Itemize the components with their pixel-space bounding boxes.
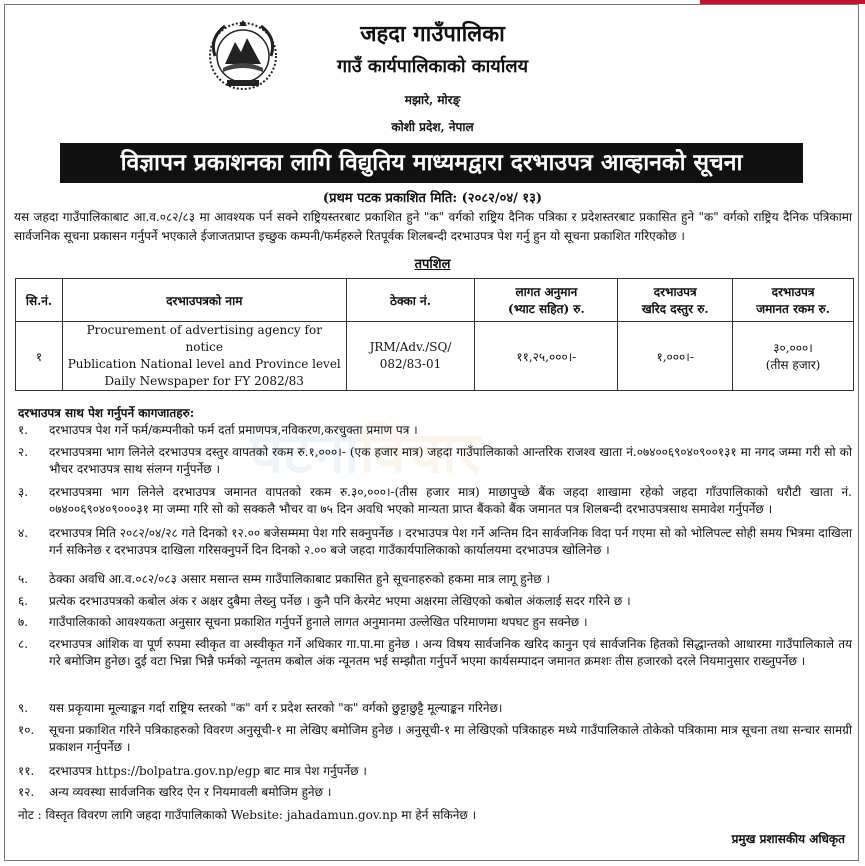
list-item-text: दरभाउपत्र पेश गर्ने फर्म/कम्पनीको फर्म दर्ता प्रमाणपत्र,नविकरण,करचुक्ता प्रमाण पत्र । (49, 423, 418, 437)
table-row (16, 322, 854, 391)
list-item-number: १२. (18, 785, 35, 799)
col-header-security-line1: दरभाउपत्र (771, 285, 815, 299)
cell-name-line3: Daily Newspaper for FY 2082/83 (104, 374, 304, 388)
notice-title-banner: विज्ञापन प्रकाशनका लागि विद्युतिय माध्यमद्वारा दरभाउपत्र आव्हानको सूचना (60, 143, 803, 183)
watermark-part1: घटना (250, 421, 360, 486)
documents-heading: दरभाउपत्र साथ पेश गर्नुपर्ने कागजातहरु: (18, 406, 195, 420)
cell-name-line1: Procurement of advertising agency for notice (86, 323, 322, 354)
col-header-contract-no: ठेक्का नं. (346, 279, 475, 322)
col-header-fee-line1: दरभाउपत्र (653, 285, 697, 299)
list-item-text: दरभाउपत्र आंशिक वा पूर्ण रुपमा स्वीकृत वा अस्वीकृत गर्ने अधिकार गा.पा.मा हुनेछ । अन्य विषय सार्वजनिक खरिद कानुन एवं सार्वजनिक हितको सिद्धान्तको आधारमा गाउँपालिकाले तय गरे बमोजिम हुनेछ। दुई वटा भिन्ना भिन्नै फर्मको न्यूनतम कबोल अंक न्यूनतम भई सम्झौता गर्नुपर्ने भएमा कार्यसम्पादन जमानत क्रमशः तीस हजारको दरले नियमानुसार राख्नुपर्नेछ । (49, 637, 852, 668)
col-header-cost-line1: लागत अनुमान (515, 285, 578, 299)
list-item (18, 722, 852, 756)
list-item-text: दरभाउपत्रमा भाग लिनेले दरभाउपत्र दस्तुर वापतको रकम रु.१,०००।- (एक हजार मात्र) जहदा गाउँपालिकाको आन्तरिक राजश्व खाता नं.०७४००६९०४०९००१३१ मा नगद जम्मा गरी सो को भौचर दरभाउपत्र साथ संलग्न गर्नुपर्नेछ । (49, 445, 852, 476)
list-item-text: ठेक्का अवधि आ.व.०८२/०८३ असार मसान्त सम्म गाउँपालिकाबाट प्रकासित हुने सूचनाहरुको हकमा मात्र लागू हुनेछ । (49, 572, 551, 586)
list-item-number: ९. (18, 701, 29, 715)
cell-purchase-fee: १,०००।- (618, 322, 733, 391)
list-item-number: ७. (18, 615, 29, 629)
list-item (18, 484, 852, 518)
list-item-text: गाउँपालिकाको आवश्यकता अनुसार सूचना प्रकाशित गर्नुपर्ने हुनाले लागत अनुमानमा उल्लेखित परिमाणमा थपघट हुन सक्नेछ । (49, 615, 588, 629)
list-item (18, 614, 852, 631)
list-item-text: दरभाउपत्रमा भाग लिनेले दरभाउपत्र जमानत वापतको रकम रु.३०,०००।-(तीस हजार मात्र) माछापुच्छे बैंक जहदा शाखामा रहेको जहदा गाँउपालिकाको धरौटी खाता नं. ०७४००६९०४०९०००३१ मा जम्मा गरि सो को सक्कलै भौचर वा ७५ दिन अवधि भएको मान्यता प्राप्त बैंकको बैंक जमानत पत्र शिलबन्दी दरभाउपत्रसाथ समावेश गर्नुपर्नेछ । (49, 485, 852, 516)
province: कोशी प्रदेश, नेपाल (391, 120, 474, 134)
list-item-text: दरभाउपत्र https://bolpatra.gov.np/egp बाट मात्र पेश गर्नुपर्नेछ । (49, 764, 367, 778)
office-name: गाउँ कार्यपालिकाको कार्यालय (336, 56, 529, 77)
list-item-number: २. (18, 445, 29, 459)
cell-contract-line2: 082/83-01 (379, 357, 442, 371)
signature: प्रमुख प्रशासकीय अधिकृत (731, 832, 845, 846)
list-item-number: ६. (18, 594, 29, 608)
col-header-cost-line2: (भ्याट सहित) रु. (508, 302, 585, 316)
website-note: नोट : विस्तृत विवरण लागि जहदा गाउँपालिकाको Website: jahadamun.gov.np मा हेर्न सकिनेछ । (18, 808, 477, 822)
list-item-number: ८. (18, 637, 29, 651)
list-item-number: ५. (18, 572, 29, 586)
list-item-text: दरभाउपत्र मिति २०८२/०४/२८ गते दिनको १२.०० बजेसम्ममा पेश गरि सक्नुपर्नेछ । दरभाउपत्र पेश गर्ने अन्तिम दिन सार्वजनिक विदा पर्न गएमा सो को भोलिपल्ट सोही समय भित्रमा दाखिला गर्न सकिनेछ र दरभाउपत्र दाखिला गरिसक्नुपर्ने दिन दिनको २.०० बजे जहदा गाउँकार्यपालिकाको कार्यालयमा दरभाउपत्र खोलिनेछ । (49, 526, 852, 557)
list-item (18, 593, 852, 610)
list-item-number: १. (18, 423, 29, 437)
list-item-text: यस प्रकृयामा मूल्याङ्कन गर्दा राष्ट्रिय स्तरको "क" वर्ग र प्रदेश स्तरको "क" वर्गको छुट्टाछुट्टै मूल्याङ्कन गरिनेछ। (49, 701, 503, 715)
cell-sn: १ (16, 322, 63, 391)
list-item (18, 636, 852, 670)
publish-date: (प्रथम पटक प्रकाशित मिति: (२०८२/०४/ १३) (322, 191, 543, 206)
col-header-purchase-fee (618, 279, 733, 322)
cell-contract-line1: JRM/Adv./SQ/ (369, 340, 452, 354)
list-item (18, 700, 852, 717)
list-item-number: ११. (18, 764, 35, 778)
list-item-text: सूचना प्रकाशित गरिने पत्रिकाहरुको विवरण अनुसूची-१ मा लेखिए बमोजिम हुनेछ । अनुसूची-१ मा लेखिएको पत्रिकाहरु मध्ये गाउँपालिकाले तोकेको पत्रिकामा मात्र सूचना तथा सन्चार सामग्री प्रकाशन गर्नुपर्नेछ । (49, 723, 852, 754)
col-header-fee-line2: खरिद दस्तुर रु. (641, 302, 709, 316)
list-item-number: ३. (18, 485, 29, 499)
cell-security-line2: (तीस हजार) (765, 358, 821, 372)
cell-cost-estimate: ११,२५,०००।- (475, 322, 618, 391)
list-item (18, 525, 852, 559)
table-header-row (16, 279, 854, 322)
location: मझारे, मोरङ् (404, 93, 461, 107)
col-header-sn: सि.नं. (16, 279, 63, 322)
schedule-heading: तपशिल (414, 257, 451, 272)
list-item-number: १०. (18, 723, 35, 737)
list-item-number: ४. (18, 526, 29, 540)
col-header-name: दरभाउपत्रको नाम (62, 279, 346, 322)
cell-name (62, 322, 346, 391)
list-item (18, 763, 852, 780)
list-item (18, 784, 852, 801)
col-header-cost-estimate (475, 279, 618, 322)
cell-security (733, 322, 854, 391)
list-item-text: अन्य व्यवस्था सार्वजनिक खरिद ऐन र नियमावली बमोजिम हुनेछ । (49, 785, 332, 799)
col-header-security (733, 279, 854, 322)
cell-name-line2: Publication National level and Province level (67, 357, 341, 371)
intro-paragraph: यस जहदा गाउँपालिकाबाट आ.व.०८२/८३ मा आवश्यक पर्न सक्ने राष्ट्रियस्तरबाट प्रकाशित हुने "क" वर्गको राष्ट्रिय दैनिक पत्रिका र प्रदेशस्तरबाट प्रकासित हुने "क" वर्गको राष्ट्रिय दैनिक पत्रिकामा सार्वजनिक सूचना प्रकासन गर्नुपर्ने भएकाले ईजाजतप्राप्त इच्छुक कम्पनी/फर्महरुले रितपूर्वक शिलबन्दी दरभाउपत्र पेश गर्नु हुन यो सूचना प्रकाशित गरिएकोछ । (14, 210, 852, 243)
cell-contract-no (346, 322, 475, 391)
list-item (18, 444, 852, 478)
cell-security-line1: ३०,०००। (773, 341, 813, 355)
tender-table (15, 278, 854, 391)
list-item (18, 571, 852, 588)
list-item (18, 422, 852, 439)
watermark-part2: विचार (359, 421, 482, 486)
col-header-security-line2: जमानत रकम रु. (756, 302, 830, 316)
org-name: जहदा गाउँपालिका (360, 21, 505, 47)
list-item-text: प्रत्येक दरभाउपत्रको कबोल अंक र अक्षर दुबैमा लेख्नु पर्नेछ । कुनै पनि केरमेट भएमा अक्षरमा लेखिएको कबोल अंकलाई सदर गरिने छ । (49, 594, 631, 608)
